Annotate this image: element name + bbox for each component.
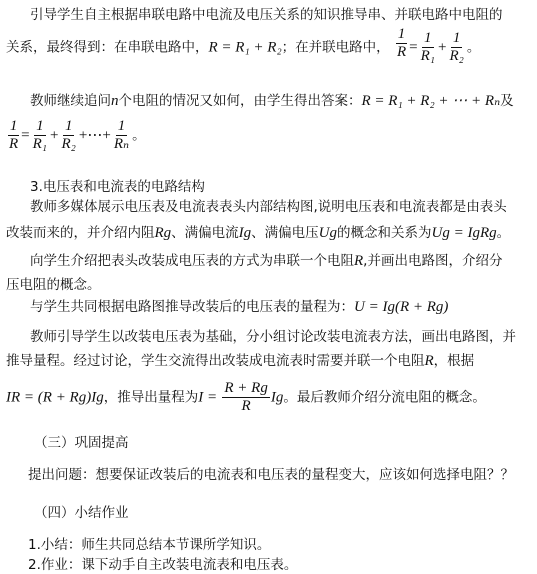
summary-item-2: 2.作业：课下动手自主改装电流表和电压表。 bbox=[28, 557, 298, 573]
parallel-frac-1: $\frac{1}{\text{R₁}}$ bbox=[420, 30, 435, 64]
p1-line1: 引导学生自主根据串联电路中电流及电压关系的知识推导串、并联电路中电阻的 bbox=[30, 7, 503, 23]
p2-line1: 教师继续追问n个电阻的情况又如何，由学生得出答案：R = R₁ + R₂ + ⋯ + Rₙ及 bbox=[30, 93, 514, 109]
ammeter-range-fraction: $\frac{R + Rg}{R}$ bbox=[224, 380, 268, 414]
ammeter-relation-formula: IR = (R + Rg)Ig bbox=[6, 389, 104, 406]
heading-consolidate: （三）巩固提高 bbox=[34, 435, 129, 451]
parallel-frac-2: $\frac{1}{\text{R₂}}$ bbox=[449, 30, 464, 64]
question-text: 提出问题：想要保证改装后的电流表和电压表的量程变大，应该如何选择电阻？？ bbox=[28, 467, 514, 483]
p5-line: 与学生共同根据电路图推导改装后的电压表的量程为：U = Ig(R + Rg) bbox=[30, 299, 449, 315]
section-3-title: 3.电压表和电流表的电路结构 bbox=[30, 179, 205, 195]
n-variable: n bbox=[111, 93, 119, 109]
p6-line3: IR = (R + Rg)Ig，推导出量程为I = $\frac{R + Rg}{R}$ Ig。最后教师介绍分流电阻的概念。 bbox=[6, 380, 486, 414]
parallel-lhs-fraction: $\frac{1}{R}$ bbox=[396, 26, 407, 60]
p1-text: 关系，最终得到：在串联电路中， bbox=[6, 39, 209, 56]
p4-line1: 向学生介绍把表头改装成电压表的方式为串联一个电阻R,并画出电路图，介绍分 bbox=[30, 253, 503, 269]
p3-line2: 改装而来的，并介绍内阻Rg、满偏电流Ig、满偏电压Ug的概念和关系为Ug = IgRg。 bbox=[6, 225, 511, 241]
summary-item-1: 1.小结：师生共同总结本节课所学知识。 bbox=[28, 537, 271, 553]
p4-line2: 压电阻的概念。 bbox=[6, 277, 101, 293]
p6-line1: 教师引导学生以改装电压表为基础，分小组讨论改装电流表方法，画出电路图，并 bbox=[30, 329, 516, 345]
heading-summary: （四）小结作业 bbox=[34, 505, 129, 521]
gauge-relation-formula: Ug = IgRg bbox=[431, 225, 497, 241]
series-n-formula: R = R₁ + R₂ + ⋯ + Rₙ bbox=[361, 93, 501, 109]
p2-parallel-n-formula: $\frac{1}{R}$ = $\frac{1}{\text{R₁}}$ + $\frac{1}{\text{R₂}}$ +⋯+ $\frac{1}{\text{Rₙ}}$ 。 bbox=[9, 118, 146, 152]
series-resistance-formula: R = R₁ + R₂ bbox=[208, 39, 282, 56]
p6-line2: 推导量程。经过讨论，学生交流得出改装成电流表时需要并联一个电阻R，根据 bbox=[6, 353, 475, 369]
p1-text-mid: ；在并联电路中， bbox=[281, 39, 390, 56]
p3-line1: 教师多媒体展示电压表及电流表表头内部结构图,说明电压表和电流表都是由表头 bbox=[30, 199, 507, 215]
voltmeter-range-formula: U = Ig(R + Rg) bbox=[354, 299, 449, 315]
p1-line2: 关系，最终得到：在串联电路中，R = R₁ + R₂；在并联电路中， $\frac{1}{R}$ = $\frac{1}{\text{R₁}}$ + $\frac{1}{\text{R₂}}$ 。 bbox=[6, 26, 481, 64]
